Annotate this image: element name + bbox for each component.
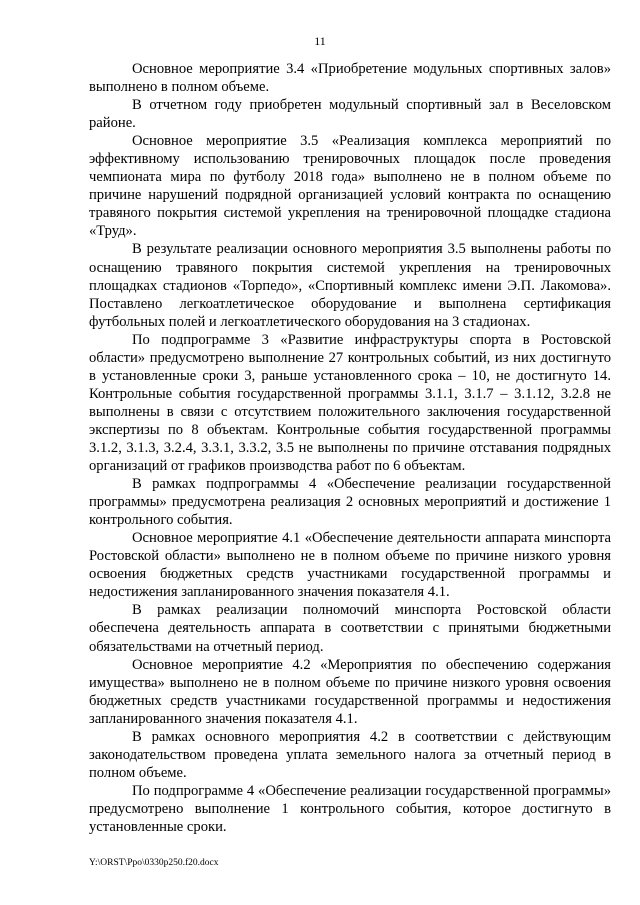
paragraph: По подпрограмме 4 «Обеспечение реализации государственной программы» предусмотрено выполнение 1 контрольного события, которое достигнуто в установленные сроки. — [89, 782, 611, 835]
paragraph: Основное мероприятие 3.5 «Реализация комплекса мероприятий по эффективному использованию тренировочных площадок после проведения чемпионата мира по футболу 2018 года» выполнено не в полном объеме по причине нарушений подрядной организацией условий контракта по оснащению травяного покрытия системой укрепления на тренировочной площадке стадиона «Труд». — [89, 133, 611, 240]
paragraph: В отчетном году приобретен модульный спортивный зал в Веселовском районе. — [89, 97, 611, 132]
paragraph: В рамках подпрограммы 4 «Обеспечение реализации государственной программы» предусмотрена реализация 2 основных мероприятий и достижение 1 контрольного события. — [89, 476, 611, 529]
footer-file-path: Y:\ORST\Ppo\0330p250.f20.docx — [89, 858, 219, 868]
paragraph: Основное мероприятие 3.4 «Приобретение модульных спортивных залов» выполнено в полном объеме. — [89, 61, 611, 96]
paragraph: В рамках реализации полномочий минспорта Ростовской области обеспечена деятельность аппарата в соответствии с принятыми бюджетными обязательствами на отчетный период. — [89, 602, 611, 655]
paragraph: Основное мероприятие 4.1 «Обеспечение деятельности аппарата минспорта Ростовской области» выполнено не в полном объеме по причине низкого уровня освоения бюджетных средств участниками государственной программы и недостижения запланированного значения показателя 4.1. — [89, 530, 611, 601]
paragraph: По подпрограмме 3 «Развитие инфраструктуры спорта в Ростовской области» предусмотрено выполнение 27 контрольных событий, из них достигнуто в установленные сроки 3, раньше установленного срока – 10, не достигнуто 14. Контрольные события государственной программы 3.1.1, 3.1.7 – 3.1.12, 3.2.8 не выполнены в связи с отсутствием положительного заключения государственной экспертизы по 8 объектам. Контрольные события государственной программы 3.1.2, 3.1.3, 3.2.4, 3.3.1, 3.3.2, 3.5 не выполнены по причине отставания подрядных организаций от графиков производства работ по 6 объектам. — [89, 331, 611, 475]
paragraph: Основное мероприятие 4.2 «Мероприятия по обеспечению содержания имущества» выполнено не в полном объеме по причине низкого уровня освоения бюджетных средств участниками государственной программы и недостижения запланированного значения показателя 4.1. — [89, 656, 611, 727]
paragraph: В рамках основного мероприятия 4.2 в соответствии с действующим законодательством проведена уплата земельного налога за отчетный период в полном объеме. — [89, 728, 611, 781]
paragraph: В результате реализации основного мероприятия 3.5 выполнены работы по оснащению травяного покрытия системой укрепления на тренировочных площадках стадионов «Торпедо», «Спортивный комплекс имени Э.П. Лакомова». Поставлено легкоатлетическое оборудование и выполнена сертификация футбольных полей и легкоатлетического оборудования на 3 стадионах. — [89, 241, 611, 330]
page-number: 11 — [314, 34, 326, 48]
document-body — [89, 60, 611, 836]
